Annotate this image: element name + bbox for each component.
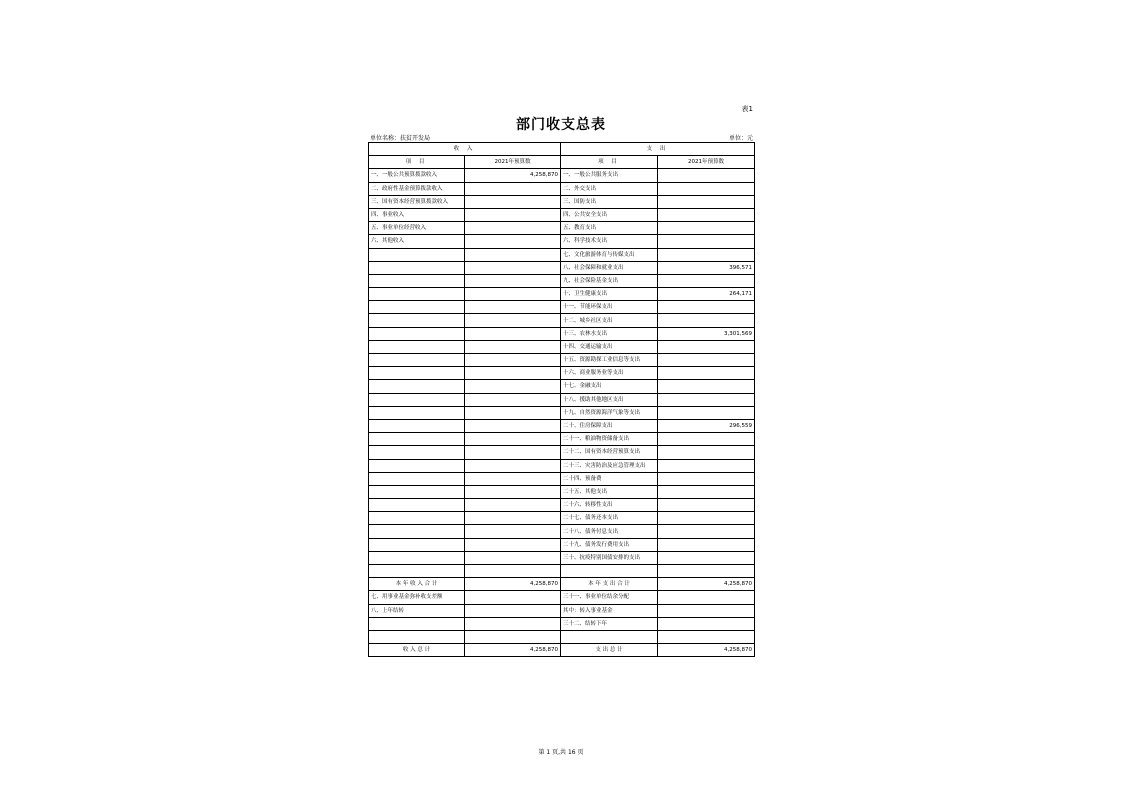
income-amount-cell: [465, 380, 561, 393]
income-amount-cell: [465, 274, 561, 287]
expense-item-cell: 二十、住房保障支出: [561, 419, 658, 432]
table-row: [369, 274, 755, 287]
table-row: [369, 367, 755, 380]
page-footer: 第 1 页,共 16 页: [538, 749, 584, 756]
expense-item-cell: 其中：转入事业基金: [561, 604, 658, 617]
expense-amount-cell: [658, 301, 755, 314]
expense-amount-cell: [658, 393, 755, 406]
table-row: [369, 327, 755, 340]
table-row: [369, 472, 755, 485]
expense-item-cell: 三十二、结转下年: [561, 617, 658, 630]
income-item-cell: 八、上年结转: [369, 604, 465, 617]
income-item-cell: [369, 617, 465, 630]
table-row: [369, 393, 755, 406]
income-item-cell: [369, 525, 465, 538]
income-amount-cell: [465, 327, 561, 340]
income-item-cell: [369, 406, 465, 419]
income-item-cell: [369, 565, 465, 578]
expense-item-cell: 二十二、国有资本经营预算支出: [561, 446, 658, 459]
income-amount-cell: [465, 182, 561, 195]
grand-total-row: [369, 644, 755, 657]
table-row: [369, 261, 755, 274]
income-amount-cell: [465, 538, 561, 551]
income-amount-cell: [465, 446, 561, 459]
income-amount-cell: [465, 195, 561, 208]
expense-item-cell: 三十一、事业单位结余分配: [561, 591, 658, 604]
expense-amount-cell: [658, 380, 755, 393]
income-item-cell: [369, 538, 465, 551]
income-item-cell: 本 年 收 入 合 计: [369, 578, 465, 591]
income-item-cell: [369, 327, 465, 340]
income-item-cell: [369, 314, 465, 327]
expense-item-cell: 本 年 支 出 合 计: [561, 578, 658, 591]
expense-item-cell: 二十三、灾害防治及应急管理支出: [561, 459, 658, 472]
expense-amount-cell: [658, 222, 755, 235]
expense-amount-cell: [658, 169, 755, 182]
income-amount-cell: 4,258,870: [465, 644, 561, 657]
expense-amount-cell: 3,301,569: [658, 327, 755, 340]
income-item-cell: 五、事业单位经营收入: [369, 222, 465, 235]
currency-unit: 单位：元: [728, 135, 753, 142]
subtotal-row: [369, 578, 755, 591]
table-row: [369, 617, 755, 630]
expense-item-cell: 三十、抗疫特别国债安排的支出: [561, 551, 658, 564]
income-amount-cell: [465, 525, 561, 538]
income-item-header: 项 目: [369, 156, 465, 169]
income-amount-cell: 4,258,870: [465, 169, 561, 182]
income-amount-cell: [465, 565, 561, 578]
expense-amount-cell: [658, 525, 755, 538]
expense-item-cell: 二十一、粮油物资储备支出: [561, 433, 658, 446]
income-amount-cell: [465, 208, 561, 221]
page-title: 部门收支总表: [516, 117, 606, 133]
expense-item-cell: 十三、农林水支出: [561, 327, 658, 340]
expense-item-cell: 十八、援助其他地区支出: [561, 393, 658, 406]
table-row: [369, 222, 755, 235]
table-row: [369, 446, 755, 459]
expense-item-cell: 十一、节能环保支出: [561, 301, 658, 314]
income-amount-cell: [465, 591, 561, 604]
income-amount-cell: [465, 222, 561, 235]
income-item-cell: [369, 301, 465, 314]
income-amount-cell: [465, 261, 561, 274]
expense-amount-cell: [658, 182, 755, 195]
expense-item-cell: [561, 565, 658, 578]
income-amount-cell: [465, 419, 561, 432]
table-row: [369, 591, 755, 604]
income-item-cell: [369, 380, 465, 393]
expense-item-cell: 支 出 总 计: [561, 644, 658, 657]
income-amount-cell: [465, 630, 561, 643]
table-row: [369, 354, 755, 367]
expense-item-cell: 四、公共安全支出: [561, 208, 658, 221]
income-item-cell: 收 入 总 计: [369, 644, 465, 657]
table-row: [369, 182, 755, 195]
expense-amount-cell: [658, 472, 755, 485]
income-item-cell: [369, 459, 465, 472]
expense-item-cell: 十四、交通运输支出: [561, 340, 658, 353]
expense-amount-cell: [658, 195, 755, 208]
table-row: [369, 288, 755, 301]
income-budget-header: 2021年预算数: [465, 156, 561, 169]
expense-amount-cell: [658, 499, 755, 512]
income-item-cell: [369, 354, 465, 367]
income-amount-cell: [465, 459, 561, 472]
income-item-cell: [369, 288, 465, 301]
table-row: [369, 208, 755, 221]
expense-item-cell: 二十七、债务还本支出: [561, 512, 658, 525]
table-row: [369, 301, 755, 314]
income-item-cell: [369, 433, 465, 446]
expense-amount-cell: 264,171: [658, 288, 755, 301]
income-amount-cell: [465, 433, 561, 446]
expense-amount-cell: [658, 446, 755, 459]
income-amount-cell: [465, 406, 561, 419]
income-item-cell: [369, 630, 465, 643]
budget-summary-table: [368, 142, 755, 657]
income-item-cell: 六、其他收入: [369, 235, 465, 248]
income-amount-cell: [465, 367, 561, 380]
table-row: [369, 406, 755, 419]
table-row: [369, 485, 755, 498]
expense-item-cell: 十五、资源勘探工业信息等支出: [561, 354, 658, 367]
expense-amount-cell: [658, 340, 755, 353]
expense-amount-cell: [658, 459, 755, 472]
expense-amount-cell: [658, 406, 755, 419]
table-row: [369, 248, 755, 261]
expense-item-cell: 九、社会保险基金支出: [561, 274, 658, 287]
income-item-cell: [369, 446, 465, 459]
expense-item-cell: 八、社会保障和就业支出: [561, 261, 658, 274]
table-row: [369, 565, 755, 578]
expense-item-cell: 十九、自然资源海洋气象等支出: [561, 406, 658, 419]
income-amount-cell: [465, 472, 561, 485]
income-item-cell: 二、政府性基金预算拨款收入: [369, 182, 465, 195]
expense-amount-cell: [658, 617, 755, 630]
table-row: [369, 525, 755, 538]
income-amount-cell: [465, 512, 561, 525]
table-row: [369, 499, 755, 512]
income-item-cell: [369, 499, 465, 512]
income-item-cell: [369, 551, 465, 564]
expense-item-cell: [561, 630, 658, 643]
expense-item-header: 项 目: [561, 156, 658, 169]
table-row: [369, 314, 755, 327]
expense-item-cell: 十六、商业服务业等支出: [561, 367, 658, 380]
expense-item-cell: 二、外交支出: [561, 182, 658, 195]
expense-item-cell: 七、文化旅游体育与传媒支出: [561, 248, 658, 261]
table-row: [369, 630, 755, 643]
income-amount-cell: [465, 248, 561, 261]
expense-amount-cell: [658, 248, 755, 261]
income-item-cell: [369, 485, 465, 498]
expense-item-cell: 十二、城乡社区支出: [561, 314, 658, 327]
income-amount-cell: [465, 288, 561, 301]
income-item-cell: 四、事业收入: [369, 208, 465, 221]
table-row: [369, 340, 755, 353]
income-item-cell: 一、一般公共预算拨款收入: [369, 169, 465, 182]
income-amount-cell: [465, 235, 561, 248]
expense-amount-cell: [658, 591, 755, 604]
expense-amount-cell: [658, 551, 755, 564]
expense-amount-cell: [658, 565, 755, 578]
table-row: [369, 419, 755, 432]
expense-amount-cell: [658, 274, 755, 287]
expense-item-cell: 六、科学技术支出: [561, 235, 658, 248]
table-row: [369, 235, 755, 248]
expense-item-cell: 一、一般公共服务支出: [561, 169, 658, 182]
expense-amount-cell: 4,258,870: [658, 578, 755, 591]
expense-budget-header: 2021年预算数: [658, 156, 755, 169]
table-row: [369, 551, 755, 564]
expense-item-cell: 十七、金融支出: [561, 380, 658, 393]
expense-item-cell: 二十六、转移性支出: [561, 499, 658, 512]
income-amount-cell: [465, 354, 561, 367]
expense-amount-cell: [658, 604, 755, 617]
income-item-cell: [369, 512, 465, 525]
expense-header: 支 出: [561, 143, 755, 156]
income-amount-cell: [465, 340, 561, 353]
income-amount-cell: [465, 485, 561, 498]
income-item-cell: [369, 261, 465, 274]
expense-amount-cell: [658, 630, 755, 643]
income-header: 收 入: [369, 143, 561, 156]
expense-amount-cell: 296,559: [658, 419, 755, 432]
table-row: [369, 169, 755, 182]
income-amount-cell: [465, 301, 561, 314]
expense-item-cell: 二十八、债务付息支出: [561, 525, 658, 538]
expense-amount-cell: [658, 538, 755, 551]
income-amount-cell: [465, 604, 561, 617]
income-amount-cell: 4,258,870: [465, 578, 561, 591]
expense-amount-cell: [658, 354, 755, 367]
table-row: [369, 604, 755, 617]
expense-amount-cell: [658, 367, 755, 380]
table-row: [369, 538, 755, 551]
header-row-columns: [369, 156, 755, 169]
expense-amount-cell: 396,571: [658, 261, 755, 274]
income-item-cell: [369, 472, 465, 485]
expense-item-cell: 三、国防支出: [561, 195, 658, 208]
income-item-cell: [369, 419, 465, 432]
expense-item-cell: 二十四、预备费: [561, 472, 658, 485]
expense-amount-cell: [658, 208, 755, 221]
table-row: [369, 512, 755, 525]
income-item-cell: [369, 274, 465, 287]
income-amount-cell: [465, 314, 561, 327]
income-item-cell: 三、国有资本经营预算拨款收入: [369, 195, 465, 208]
income-amount-cell: [465, 393, 561, 406]
table-number: 表1: [741, 105, 753, 113]
table-row: [369, 195, 755, 208]
expense-item-cell: 五、教育支出: [561, 222, 658, 235]
expense-amount-cell: [658, 433, 755, 446]
income-item-cell: [369, 340, 465, 353]
income-item-cell: [369, 367, 465, 380]
header-row-groups: [369, 143, 755, 156]
income-item-cell: 七、用事业基金弥补收支差额: [369, 591, 465, 604]
income-amount-cell: [465, 551, 561, 564]
expense-amount-cell: [658, 485, 755, 498]
expense-item-cell: 二十九、债务发行费用支出: [561, 538, 658, 551]
income-amount-cell: [465, 499, 561, 512]
table-row: [369, 380, 755, 393]
expense-item-cell: 十、卫生健康支出: [561, 288, 658, 301]
income-item-cell: [369, 248, 465, 261]
table-row: [369, 433, 755, 446]
unit-name: 单位名称：扶贫开发局: [370, 135, 431, 142]
expense-amount-cell: [658, 512, 755, 525]
income-amount-cell: [465, 617, 561, 630]
expense-item-cell: 二十五、其他支出: [561, 485, 658, 498]
income-item-cell: [369, 393, 465, 406]
table-row: [369, 459, 755, 472]
expense-amount-cell: [658, 314, 755, 327]
expense-amount-cell: 4,258,870: [658, 644, 755, 657]
expense-amount-cell: [658, 235, 755, 248]
